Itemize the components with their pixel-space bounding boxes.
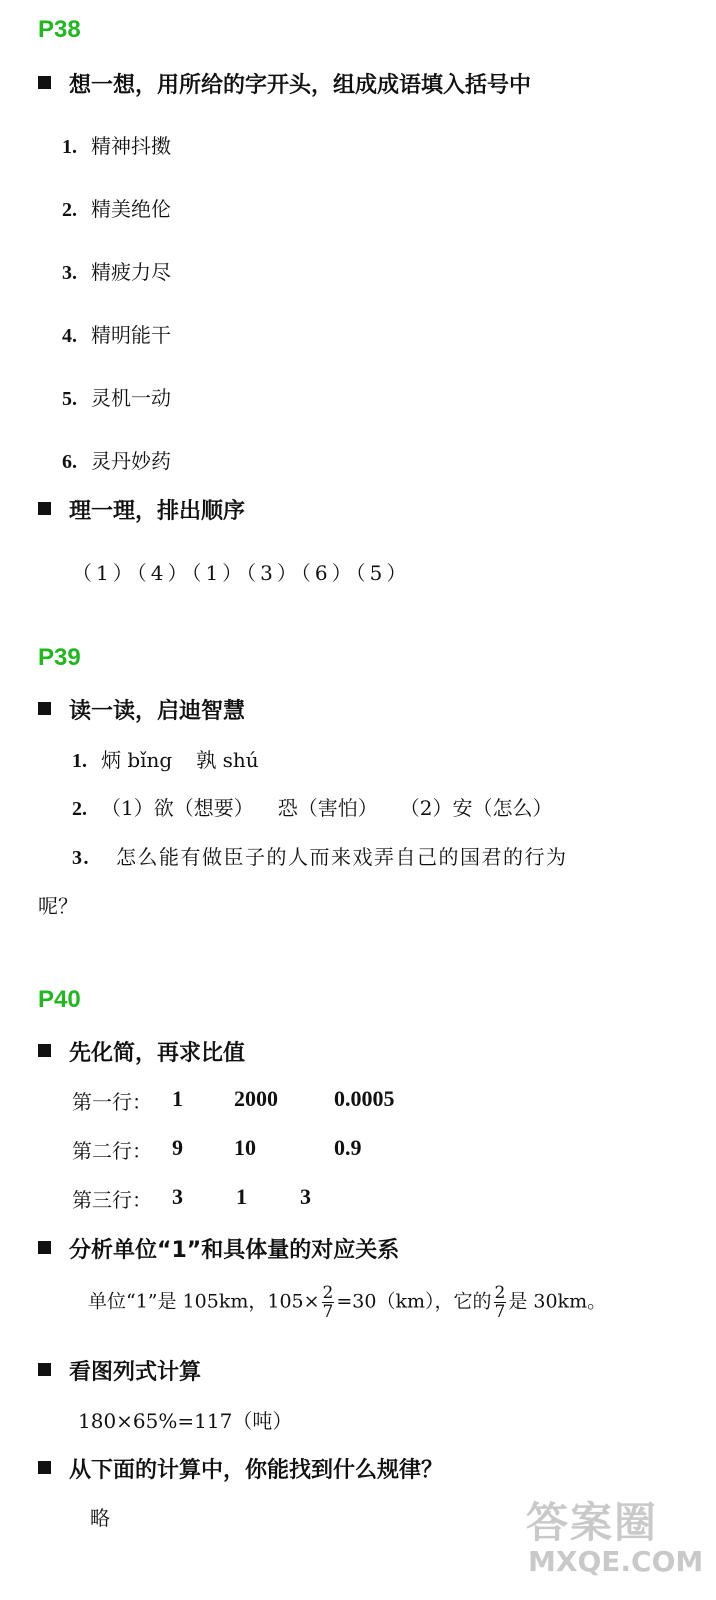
- idiom-item-5: [62, 382, 171, 411]
- square-bullet-icon: [38, 1461, 51, 1474]
- heading-text: 先化简，再求比值: [69, 1041, 246, 1066]
- item-number: 3.: [62, 262, 77, 284]
- item-number: 6.: [62, 451, 77, 473]
- square-bullet-icon: [38, 502, 51, 515]
- reading-line-1: [72, 744, 259, 773]
- heading-text: 理一理，排出顺序: [69, 499, 246, 524]
- watermark-domain: MXQE.COM: [528, 1545, 704, 1578]
- row-value-3: 3: [300, 1184, 311, 1209]
- item-text: 精疲力尽: [91, 260, 171, 284]
- translation-text: 怎么能有做臣子的人而来戏弄自己的国君的行为: [116, 845, 568, 869]
- section-heading-simplify: [38, 1036, 245, 1067]
- row-value-3: 0.0005: [334, 1086, 395, 1111]
- idiom-item-3: [62, 256, 171, 285]
- item-number: 1.: [72, 750, 87, 772]
- ratio-row-2: [72, 1135, 362, 1164]
- unit-text-3: 是 30km。: [508, 1290, 607, 1313]
- item-text: 灵丹妙药: [91, 449, 171, 473]
- idiom-item-2: [62, 193, 171, 222]
- row-label: 第三行：: [72, 1188, 152, 1212]
- order-answer: （1）（4）（1）（3）（6）（5）: [72, 561, 411, 585]
- pinyin-a: 炳 bǐng: [101, 748, 173, 772]
- item-text: 精神抖擞: [91, 134, 171, 158]
- item-number: 2.: [62, 199, 77, 221]
- square-bullet-icon: [38, 1241, 51, 1254]
- meaning-b: 恐（害怕）: [277, 796, 378, 820]
- item-text: 灵机一动: [91, 386, 171, 410]
- row-value-3: 0.9: [334, 1135, 362, 1160]
- watermark-logo: 答案圈: [526, 1498, 659, 1547]
- meaning-a: （1）欲（想要）: [101, 796, 254, 820]
- row-label: 第二行：: [72, 1139, 152, 1163]
- section-heading-diagram: [38, 1355, 201, 1386]
- square-bullet-icon: [38, 702, 51, 715]
- diagram-answer: 180×65%=117（吨）: [78, 1409, 293, 1433]
- fraction-2-7: $\frac{2}{7}$: [322, 1283, 334, 1322]
- heading-text: 从下面的计算中，你能找到什么规律？: [69, 1458, 444, 1483]
- fraction-2-7: $\frac{2}{7}$: [494, 1283, 506, 1322]
- unit-relation-line: [88, 1284, 606, 1321]
- idiom-item-6: [62, 445, 171, 474]
- heading-text: 读一读，启迪智慧: [69, 699, 246, 724]
- row-value-1: 1: [172, 1086, 183, 1111]
- heading-text: 想一想，用所给的字开头，组成成语填入括号中: [69, 73, 532, 98]
- square-bullet-icon: [38, 1363, 51, 1376]
- square-bullet-icon: [38, 76, 51, 89]
- pattern-answer: 略: [90, 1506, 110, 1530]
- page-label-p39: P39: [38, 644, 81, 671]
- idiom-item-4: [62, 319, 171, 348]
- item-number: 1.: [62, 136, 77, 158]
- page-label-p38: P38: [38, 16, 81, 43]
- row-value-1: 9: [172, 1135, 183, 1160]
- unit-text-2: =30（km），它的: [336, 1290, 492, 1313]
- square-bullet-icon: [38, 1044, 51, 1057]
- reading-line-3: [72, 841, 568, 870]
- reading-line-3-cont: 呢？: [38, 894, 78, 918]
- row-value-2: 1: [236, 1184, 247, 1209]
- item-number: 5.: [62, 388, 77, 410]
- section-heading-idioms: [38, 68, 531, 99]
- row-label: 第一行：: [72, 1090, 152, 1114]
- pinyin-b: 孰 shú: [196, 748, 259, 772]
- row-value-1: 3: [172, 1184, 183, 1209]
- heading-text: 看图列式计算: [69, 1360, 202, 1385]
- row-value-2: 2000: [234, 1086, 278, 1111]
- item-number: 2.: [72, 798, 87, 820]
- ratio-row-3: [72, 1184, 311, 1213]
- section-heading-pattern: [38, 1453, 443, 1484]
- heading-text: 分析单位“1”和具体量的对应关系: [69, 1238, 400, 1263]
- item-text: 精美绝伦: [91, 197, 171, 221]
- item-number: 3.: [72, 847, 90, 869]
- ratio-row-1: [72, 1086, 395, 1115]
- section-heading-order: [38, 494, 245, 525]
- section-heading-reading: [38, 694, 245, 725]
- meaning-c: （2）安（怎么）: [399, 796, 553, 820]
- idiom-item-1: [62, 130, 171, 159]
- row-value-2: 10: [234, 1135, 256, 1160]
- page-label-p40: P40: [38, 986, 81, 1013]
- item-number: 4.: [62, 325, 77, 347]
- unit-text-1: 单位“1”是 105km，105×: [88, 1290, 320, 1313]
- reading-line-2: [72, 792, 552, 821]
- section-heading-unit: [38, 1233, 399, 1264]
- item-text: 精明能干: [91, 323, 171, 347]
